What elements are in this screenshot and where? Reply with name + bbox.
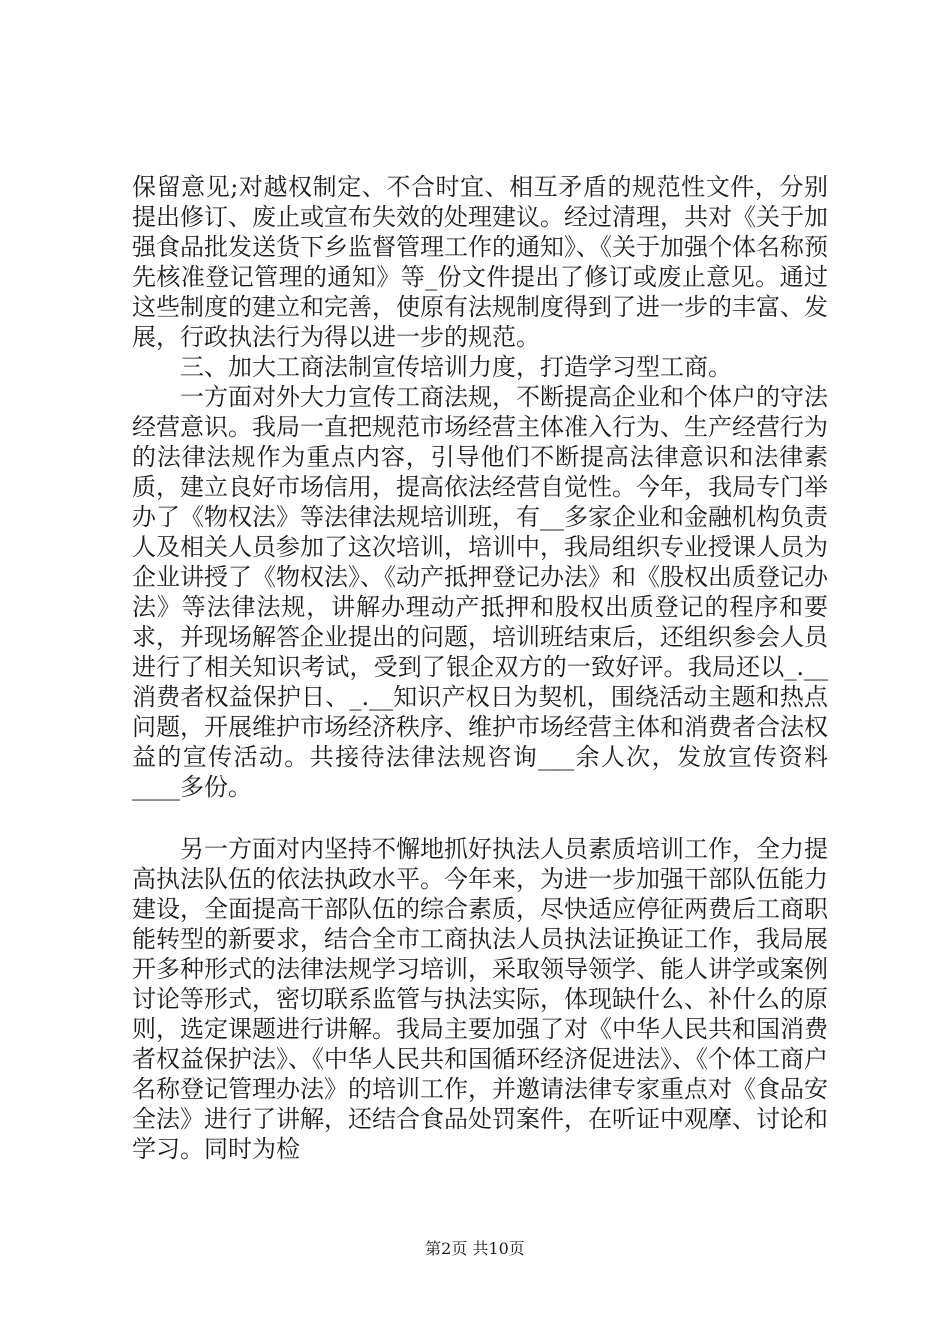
page-number-footer: 第2页 共10页 — [425, 1239, 525, 1258]
paragraph-continuation: 保留意见;对越权制定、不合时宜、相互矛盾的规范性文件，分别提出修订、废止或宣布失效的处理建议。经过清理，共对《关于加强食品批发送货下乡监督管理工作的通知》、《关于加强个体名称预先核准登记管理的通知》等_份文件提出了修订或废止意见。通过这些制度的建立和完善，使原有法规制度得到了进一步的丰富、发展，行政执法行为得以进一步的规范。 — [132, 173, 828, 351]
section-heading: 三、加大工商法制宣传培训力度，打造学习型工商。 — [180, 353, 732, 381]
document-body — [132, 172, 828, 1164]
paragraph-spacer — [132, 802, 828, 834]
paragraph-external-publicity: 一方面对外大力宣传工商法规，不断提高企业和个体户的守法经营意识。我局一直把规范市场经营主体准入行为、生产经营行为的法律法规作为重点内容，引导他们不断提高法律意识和法律素质，建立良好市场信用，提高依法经营自觉性。今年，我局专门举办了《物权法》等法律法规培训班，有__多家企业和金融机构负责人及相关人员参加了这次培训，培训中，我局组织专业授课人员为企业讲授了《物权法》、《动产抵押登记办法》和《股权出质登记办法》等法律法规，讲解办理动产抵押和股权出质登记的程序和要求，并现场解答企业提出的问题，培训班结束后，还组织参会人员进行了相关知识考试，受到了银企双方的一致好评。我局还以_.__消费者权益保护日、_.__知识产权日为契机，围绕活动主题和热点问题，开展维护市场经济秩序、维护市场经营主体和消费者合法权益的宣传活动。共接待法律法规咨询___余人次，发放宣传资料____多份。 — [132, 383, 828, 801]
paragraph-internal-training: 另一方面对内坚持不懈地抓好执法人员素质培训工作，全力提高执法队伍的依法执政水平。今年来，为进一步加强干部队伍能力建设，全面提高干部队伍的综合素质，尽快适应停征两费后工商职能转型的新要求，结合全市工商执法人员执法证换证工作，我局展开多种形式的法律法规学习培训，采取领导领学、能人讲学或案例讨论等形式，密切联系监管与执法实际，体现缺什么、补什么的原则，选定课题进行讲解。我局主要加强了对《中华人民共和国消费者权益保护法》、《中华人民共和国循环经济促进法》、《个体工商户名称登记管理办法》的培训工作，并邀请法律专家重点对《食品安全法》进行了讲解，还结合食品处罚案件，在听证中观摩、讨论和学习。同时为检 — [132, 835, 828, 1163]
